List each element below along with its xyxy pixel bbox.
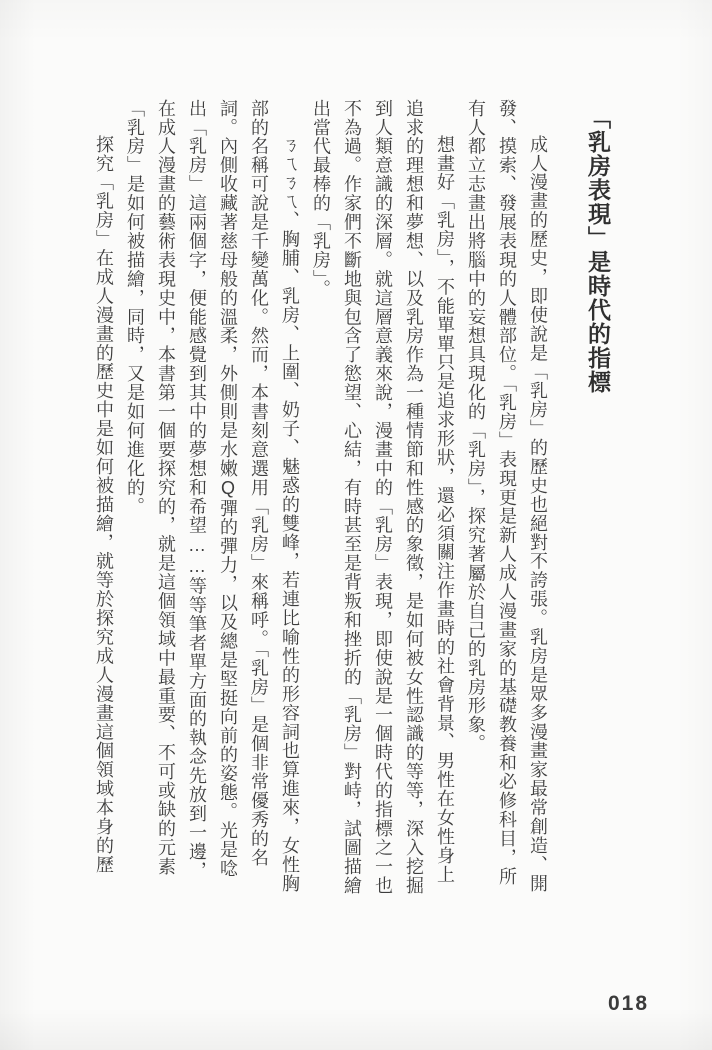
paragraph-1: 成人漫畫的歷史，即使說是「乳房」的歷史也絕對不誇張。乳房是眾多漫畫家最常創造、開發、摸索、發展表現的人體部位。「乳房」表現更是新人成人漫畫家的基礎教養和必修科目，所有人都立志畫出將腦中的妄想具現化的「乳房」，探究著屬於自己的乳房形象。	[466, 99, 548, 893]
paragraph-2: 想畫好「乳房」，不能單單只是追求形狀，還必須關注作畫時的社會背景、男性在女性身上追求的理想和夢想、以及乳房作為一種情節和性感的象徵，是如何被女性認識的等等，深入挖掘到人類意識的深層。就這層意義來說，漫畫中的「乳房」表現，即使說是一個時代的指標之一也不為過。作家們不斷地與包含了慾望、心結，有時甚至是背叛和挫折的「乳房」對峙，試圖描繪出當代最棒的「乳房」。	[311, 99, 455, 895]
article-body	[87, 99, 553, 895]
chapter-title: 「乳房表現」是時代的指標	[585, 106, 611, 394]
paragraph-3: ㄋㄟㄋㄟ、胸脯、乳房、上圍、奶子、魅惑的雙峰，若連比喻性的形容詞也算進來，女性胸部的名稱可說是千變萬化。然而，本書刻意選用「乳房」來稱呼。「乳房」是個非常優秀的名詞。內側收藏著慈母般的溫柔，外側則是水嫩Q彈的彈力，以及總是堅挺向前的姿態。光是唸出「乳房」這兩個字，便能感覺到其中的夢想和希望……等等筆者單方面的執念先放到一邊，在成人漫畫的藝術表現史中，本書第一個要探究的，就是這個領域中最重要、不可或缺的元素「乳房」是如何被描繪，同時，又是如何進化的。	[125, 99, 300, 893]
paragraph-4: 探究「乳房」在成人漫畫的歷史中是如何被描繪，就等於探究成人漫畫這個領域本身的歷	[94, 135, 114, 875]
page-number: 018	[608, 992, 650, 1015]
